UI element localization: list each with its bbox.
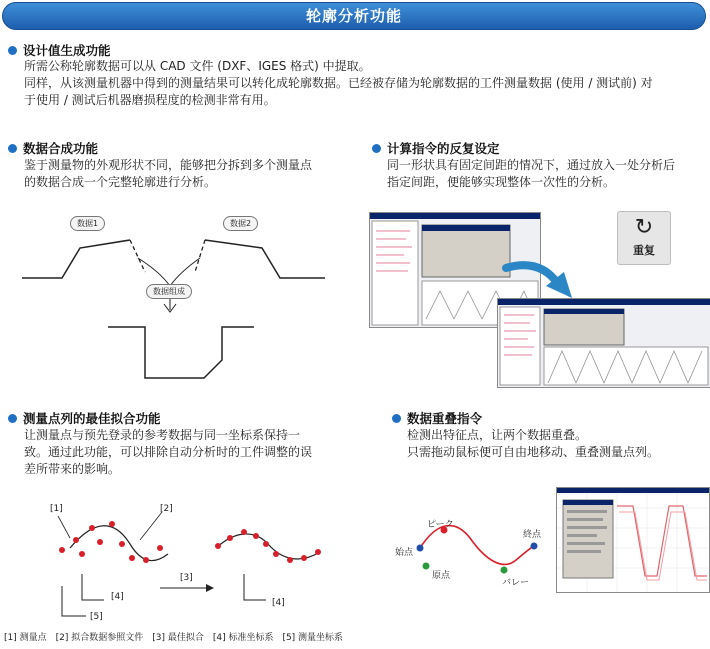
repeat-section-title: 计算指令的反复设定 [372, 139, 500, 157]
design-section-title: 设计值生成功能 [8, 41, 111, 59]
standard-axes-left [82, 574, 104, 600]
bullet-icon [8, 414, 17, 423]
overlay-screenshot [556, 487, 710, 593]
label-measurement-coords: [5] [90, 612, 103, 622]
merge-description: 鉴于测量物的外观形状不同，能够把分拆到多个测量点 的数据合成一个完整轮廓进行分析。 [24, 158, 313, 189]
profile-piece-left [22, 240, 130, 278]
refresh-icon: ↻ [634, 215, 654, 240]
profile-piece-left-dash [130, 240, 145, 272]
bestfit-section-title: 测量点列的最佳拟合功能 [8, 409, 161, 427]
repeat-button[interactable]: ↻ 重复 [617, 211, 671, 265]
merge-connector-right [170, 258, 200, 286]
origin-marker [423, 563, 430, 570]
combined-data-label: 数据组成 [146, 284, 192, 299]
overlay-description: 检测出特征点，让两个数据重叠。 只需拖动鼠标便可自由地移动、重叠测量点列。 [407, 428, 660, 459]
page-banner [2, 2, 706, 30]
start-point-label: 始点 [395, 548, 414, 558]
design-description: 所需公称轮廓数据可以从 CAD 文件 (DXF、IGES 格式) 中提取。 同样，从该测量机器中得到的测量结果可以转化成轮廓数据。已经被存储为轮廓数据的工件测量数据 (使用 / 测试前) 对 于使用 / 测试后机器磨损程度的检测非常有用。 [24, 59, 653, 107]
bestfit-legend: [1] 测量点 [2] 拟合数据参照文件 [3] 最佳拟合 [4] 标准坐标系 [5] 测量坐标系 [4, 633, 344, 643]
merge-connector-left [138, 258, 170, 286]
label-standard-coords-left: [4] [111, 592, 124, 602]
profile-piece-right [205, 240, 325, 278]
peak-label: ピーク [427, 520, 454, 530]
label-reference-file: [2] [160, 504, 173, 514]
bestfit-description: 让测量点与预先登录的参考数据与同一坐标系保持一 致。通过此功能，可以排除自动分析时的工件调整的误 差所带来的影响。 [24, 428, 313, 476]
start-point-marker [417, 545, 424, 552]
overlay-curve [420, 526, 534, 565]
bestfit-diagram [0, 500, 370, 628]
bullet-icon [8, 46, 17, 55]
label-measurement-point: [1] [50, 504, 63, 514]
software-screenshot-after [497, 298, 710, 388]
bullet-icon [8, 144, 17, 153]
reference-curve-left [70, 526, 168, 561]
bestfit-arrow-head [206, 584, 214, 592]
origin-label: 原点 [432, 571, 451, 581]
profile-piece-right-dash [195, 240, 205, 272]
data2-label: 数据2 [223, 216, 258, 231]
merge-section-title: 数据合成功能 [8, 139, 98, 157]
valley-label: バレー [502, 578, 530, 588]
standard-axes-right [244, 574, 266, 600]
label-best-fit: [3] [180, 573, 193, 583]
valley-marker [501, 567, 508, 574]
data1-label: 数据1 [70, 216, 105, 231]
combined-profile [108, 327, 254, 378]
measurement-points-right [215, 529, 321, 563]
bullet-icon [372, 144, 381, 153]
repeat-description: 同一形状具有固定间距的情况下，通过放入一处分析后 指定间距，便能够实现整体一次性的分析。 [387, 158, 676, 189]
end-point-marker [531, 543, 538, 550]
end-point-label: 終点 [523, 530, 542, 540]
overlay-section-title: 数据重叠指令 [392, 409, 482, 427]
label-standard-coords-right: [4] [272, 598, 285, 608]
bullet-icon [392, 414, 401, 423]
page-title: 轮廓分析功能 [305, 7, 402, 25]
